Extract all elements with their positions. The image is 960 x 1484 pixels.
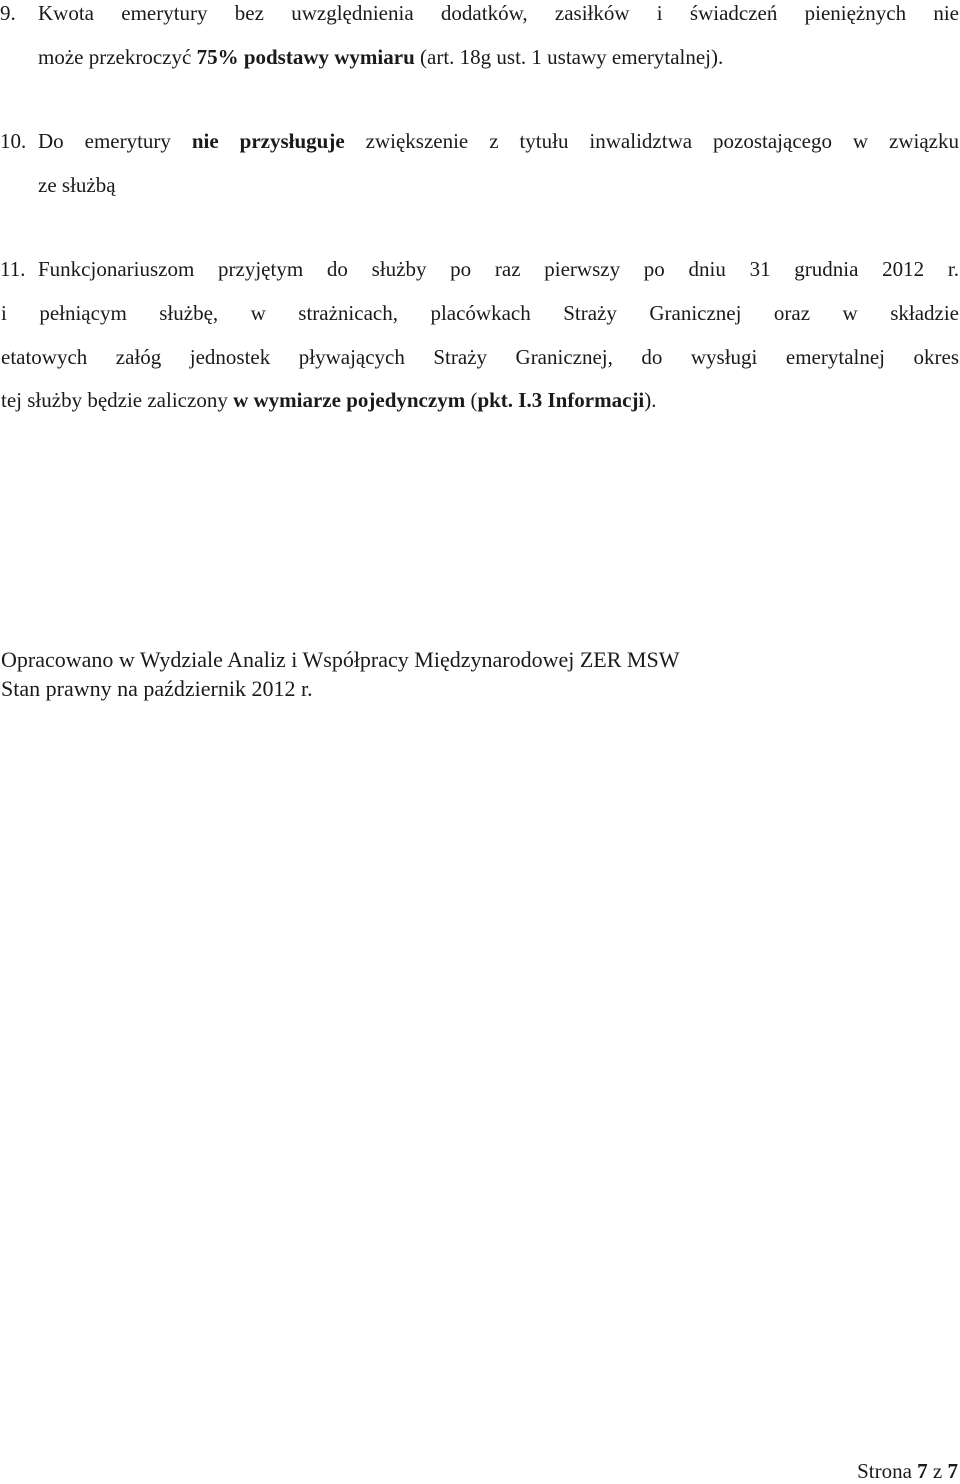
text-run: tej służby będzie zaliczony — [1, 388, 234, 412]
point-line — [38, 120, 959, 164]
page-number-prefix: Strona — [857, 1459, 918, 1483]
point-line — [38, 0, 959, 36]
text-run: ). — [644, 388, 657, 412]
point-line — [38, 36, 959, 80]
point-10 — [0, 120, 959, 207]
point-line — [38, 164, 959, 208]
text-run: i pełniącym służbę, w strażnicach, placówkach Straży Granicznej oraz w składzie — [1, 301, 959, 325]
point-line — [1, 292, 959, 336]
page-number-separator: z — [927, 1459, 948, 1483]
point-number: 10. — [0, 129, 27, 153]
point-line — [1, 379, 959, 423]
footer-legal-status: Stan prawny na październik 2012 r. — [1, 676, 313, 701]
page-number — [857, 1458, 958, 1484]
text-run: zwiększenie z tytułu inwalidztwa pozostającego w związku — [344, 129, 959, 153]
point-11 — [0, 248, 959, 292]
page-number-current: 7 — [917, 1459, 928, 1483]
point-9 — [0, 0, 959, 79]
page-number-total: 7 — [947, 1459, 958, 1483]
text-run: ( — [465, 388, 478, 412]
bold-text-run: w wymiarze pojedynczym — [233, 388, 466, 412]
point-number: 11. — [0, 257, 26, 281]
text-run: etatowych załóg jednostek pływających Straży Granicznej, do wysługi emerytalnej okres — [1, 344, 959, 369]
text-run: może przekroczyć — [38, 44, 197, 69]
point-line — [1, 336, 959, 380]
point-number: 9. — [0, 1, 16, 25]
text-run: (art. 18g ust. 1 ustawy emerytalnej). — [414, 44, 724, 69]
bold-text-run: 75% podstawy wymiaru — [196, 44, 415, 69]
text-run: Kwota emerytury bez uwzględnienia dodatków, zasiłków i świadczeń pieniężnych nie — [38, 1, 959, 25]
bold-text-run: pkt. I.3 Informacji — [477, 388, 645, 412]
footer-prepared-by: Opracowano w Wydziale Analiz i Współpracy Międzynarodowej ZER MSW — [1, 647, 680, 672]
point-11-continuation — [1, 292, 959, 423]
point-line — [38, 248, 959, 292]
text-run: Funkcjonariuszom przyjętym do służby po raz pierwszy po dniu 31 grudnia 2012 r. — [38, 257, 959, 281]
text-run: ze służbą — [38, 172, 116, 197]
bold-text-run: nie przysługuje — [191, 129, 345, 153]
text-run: Do emerytury — [38, 129, 192, 153]
